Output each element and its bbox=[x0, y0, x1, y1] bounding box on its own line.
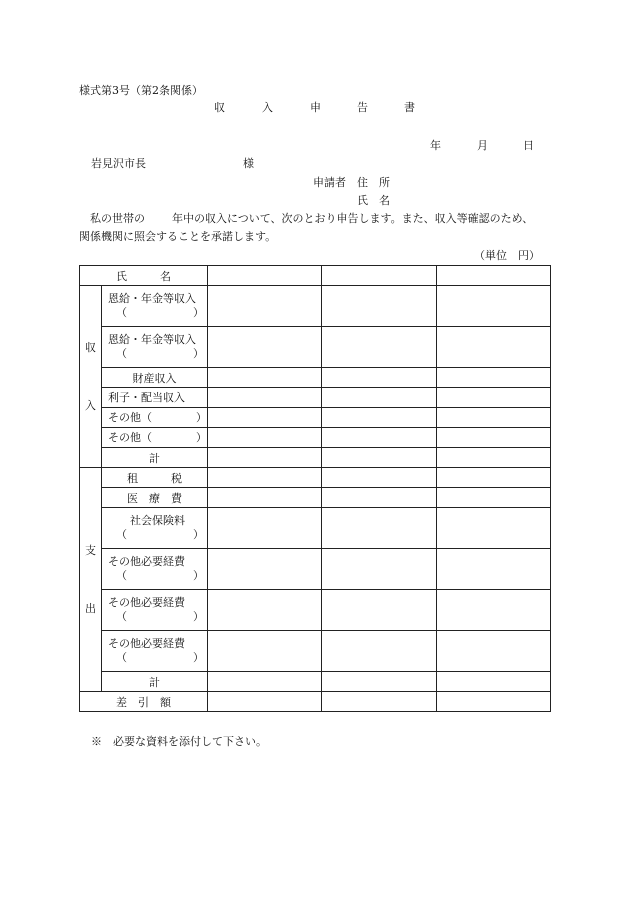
unit-note: （単位 円） bbox=[474, 249, 540, 262]
row-label bbox=[102, 631, 208, 672]
value-cell[interactable] bbox=[322, 428, 437, 448]
name-cell[interactable] bbox=[437, 266, 551, 286]
table-row bbox=[80, 368, 551, 388]
date-day: 日 bbox=[523, 139, 534, 152]
title-char: 申 bbox=[310, 101, 321, 114]
income-expense-table bbox=[79, 265, 551, 712]
value-cell[interactable] bbox=[322, 408, 437, 428]
value-cell[interactable] bbox=[437, 692, 551, 712]
title-char: 収 bbox=[214, 101, 225, 114]
table-row bbox=[80, 327, 551, 368]
value-cell[interactable] bbox=[208, 428, 322, 448]
value-cell[interactable] bbox=[437, 488, 551, 508]
row-label-main: 恩給・年金等収入 bbox=[108, 333, 196, 346]
value-cell[interactable] bbox=[322, 672, 437, 692]
name-header: 氏 名 bbox=[80, 266, 208, 286]
row-label-main: その他必要経費 bbox=[108, 555, 185, 568]
table-row bbox=[80, 631, 551, 672]
addressee: 岩見沢市長 bbox=[91, 157, 146, 170]
value-cell[interactable] bbox=[322, 508, 437, 549]
row-label-sub: （ ） bbox=[116, 569, 204, 582]
category-char: 支 bbox=[85, 543, 96, 557]
row-label: 租 税 bbox=[102, 468, 208, 488]
value-cell[interactable] bbox=[437, 590, 551, 631]
value-cell[interactable] bbox=[208, 672, 322, 692]
value-cell[interactable] bbox=[437, 508, 551, 549]
row-label-sub: （ ） bbox=[116, 528, 204, 541]
row-label-sub: （ ） bbox=[116, 651, 204, 664]
category-char: 入 bbox=[85, 398, 96, 412]
table-row bbox=[80, 428, 551, 448]
row-label bbox=[102, 286, 208, 327]
body-line2: 関係機関に照会することを承諾します。 bbox=[79, 230, 277, 243]
footnote: ※ 必要な資料を添付して下さい。 bbox=[91, 735, 267, 748]
row-label bbox=[102, 549, 208, 590]
table-row bbox=[80, 468, 551, 488]
name-row bbox=[80, 266, 551, 286]
value-cell[interactable] bbox=[208, 368, 322, 388]
row-label bbox=[102, 327, 208, 368]
income-total-row bbox=[80, 448, 551, 468]
row-label-main: その他必要経費 bbox=[108, 596, 185, 609]
value-cell[interactable] bbox=[322, 388, 437, 408]
expense-category bbox=[80, 468, 102, 692]
value-cell[interactable] bbox=[208, 448, 322, 468]
value-cell[interactable] bbox=[437, 549, 551, 590]
table-row bbox=[80, 590, 551, 631]
value-cell[interactable] bbox=[322, 590, 437, 631]
expense-total-label: 計 bbox=[102, 672, 208, 692]
applicant-label: 申請者 bbox=[313, 176, 346, 189]
body-line1-suffix: 年中の収入について、次のとおり申告します。また、収入等確認のため、 bbox=[172, 212, 534, 225]
row-label: 利子・配当収入 bbox=[102, 388, 208, 408]
row-label-main: 恩給・年金等収入 bbox=[108, 292, 196, 305]
honorific: 様 bbox=[243, 157, 254, 170]
value-cell[interactable] bbox=[437, 327, 551, 368]
value-cell[interactable] bbox=[208, 631, 322, 672]
table-row bbox=[80, 408, 551, 428]
value-cell[interactable] bbox=[208, 508, 322, 549]
row-label bbox=[102, 508, 208, 549]
value-cell[interactable] bbox=[208, 488, 322, 508]
value-cell[interactable] bbox=[208, 692, 322, 712]
value-cell[interactable] bbox=[322, 488, 437, 508]
value-cell[interactable] bbox=[208, 549, 322, 590]
table-row bbox=[80, 286, 551, 327]
name-label: 氏 名 bbox=[357, 194, 390, 207]
value-cell[interactable] bbox=[208, 286, 322, 327]
date-month: 月 bbox=[477, 139, 488, 152]
difference-row bbox=[80, 692, 551, 712]
date-year: 年 bbox=[430, 139, 441, 152]
table-row bbox=[80, 508, 551, 549]
value-cell[interactable] bbox=[437, 286, 551, 327]
row-label-main: その他必要経費 bbox=[108, 637, 185, 650]
value-cell[interactable] bbox=[322, 631, 437, 672]
row-label-sub: （ ） bbox=[116, 610, 204, 623]
title-char: 書 bbox=[404, 101, 415, 114]
value-cell[interactable] bbox=[208, 408, 322, 428]
value-cell[interactable] bbox=[208, 590, 322, 631]
value-cell[interactable] bbox=[208, 388, 322, 408]
value-cell[interactable] bbox=[322, 692, 437, 712]
value-cell[interactable] bbox=[322, 368, 437, 388]
value-cell[interactable] bbox=[322, 468, 437, 488]
name-cell[interactable] bbox=[322, 266, 437, 286]
name-cell[interactable] bbox=[208, 266, 322, 286]
value-cell[interactable] bbox=[208, 468, 322, 488]
value-cell[interactable] bbox=[437, 428, 551, 448]
row-label: 医 療 費 bbox=[102, 488, 208, 508]
value-cell[interactable] bbox=[322, 549, 437, 590]
row-label-sub: （ ） bbox=[116, 306, 204, 319]
value-cell[interactable] bbox=[322, 327, 437, 368]
value-cell[interactable] bbox=[437, 388, 551, 408]
row-label: その他（ ） bbox=[102, 428, 208, 448]
category-char: 収 bbox=[85, 340, 96, 354]
row-label bbox=[102, 590, 208, 631]
difference-label: 差 引 額 bbox=[80, 692, 208, 712]
value-cell[interactable] bbox=[437, 672, 551, 692]
row-label: その他（ ） bbox=[102, 408, 208, 428]
row-label-sub: （ ） bbox=[116, 347, 204, 360]
title-char: 告 bbox=[357, 101, 368, 114]
table-row bbox=[80, 388, 551, 408]
value-cell[interactable] bbox=[437, 468, 551, 488]
income-category bbox=[80, 286, 102, 468]
row-label: 財産収入 bbox=[102, 368, 208, 388]
value-cell[interactable] bbox=[322, 448, 437, 468]
body-line1-prefix: 私の世帯の bbox=[90, 212, 145, 225]
title-char: 入 bbox=[262, 101, 273, 114]
table-row bbox=[80, 488, 551, 508]
expense-total-row bbox=[80, 672, 551, 692]
row-label-main: 社会保険料 bbox=[130, 514, 185, 527]
value-cell[interactable] bbox=[208, 327, 322, 368]
income-total-label: 計 bbox=[102, 448, 208, 468]
address-label: 住 所 bbox=[357, 176, 390, 189]
table-row bbox=[80, 549, 551, 590]
value-cell[interactable] bbox=[437, 448, 551, 468]
category-char: 出 bbox=[85, 601, 96, 615]
value-cell[interactable] bbox=[437, 631, 551, 672]
form-number: 様式第3号（第2条関係） bbox=[79, 84, 203, 97]
value-cell[interactable] bbox=[322, 286, 437, 327]
value-cell[interactable] bbox=[437, 408, 551, 428]
value-cell[interactable] bbox=[437, 368, 551, 388]
